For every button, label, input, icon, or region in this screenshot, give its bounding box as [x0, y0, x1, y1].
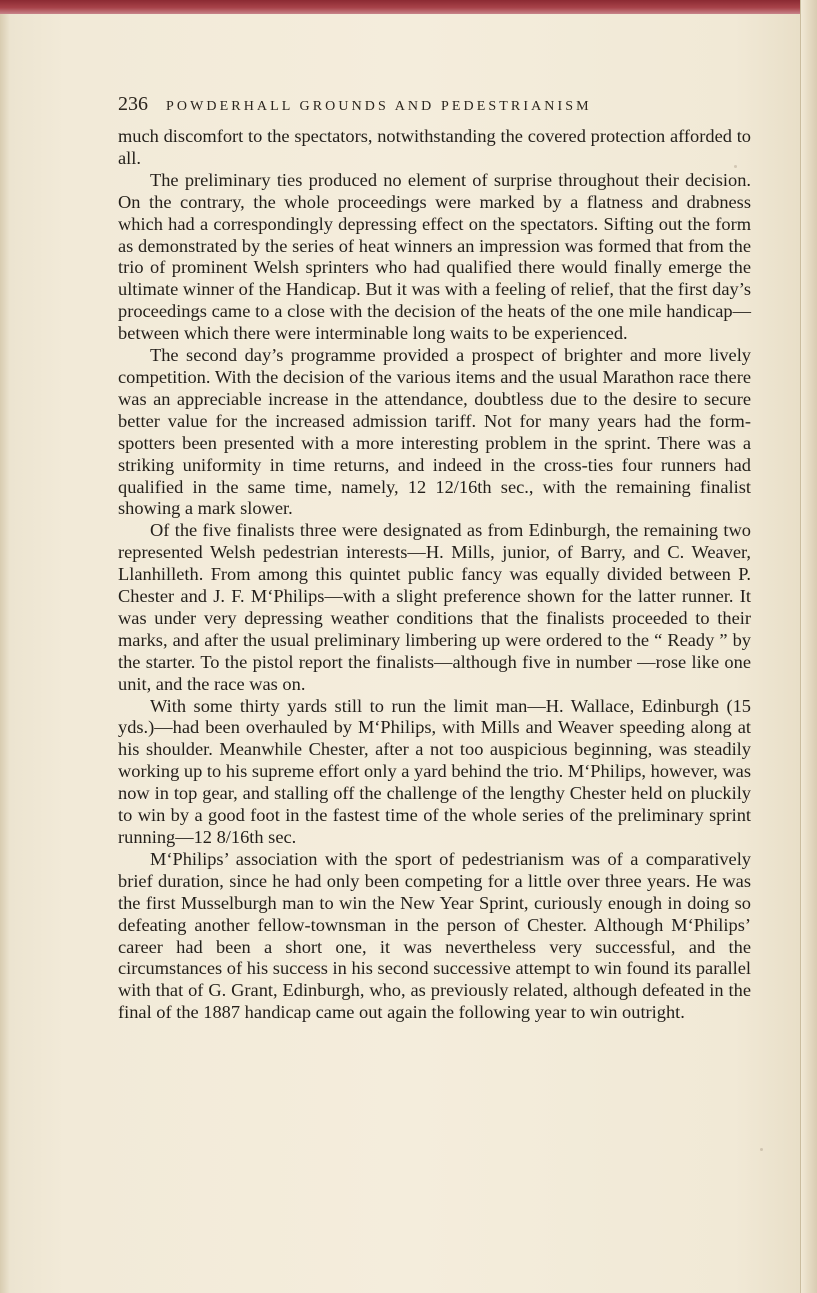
page-number: 236: [118, 93, 148, 115]
cover-edge: [0, 0, 817, 14]
paragraph: Of the five finalists three were designated as from Edinburgh, the remaining two represented Welsh pedestrian interests—H. Mills, junior, of Barry, and C. Weaver, Llanhilleth. From among this quintet public fancy was equally divided between P. Chester and J. F. M‘Philips—with a slight preference shown for the latter runner. It was under very depressing weather conditions that the finalists proceeded to their marks, and after the usual preliminary limbering up were ordered to the “ Ready ” by the starter. To the pistol report the finalists—although five in number —rose like one unit, and the race was on.: [118, 520, 751, 694]
paragraph: With some thirty yards still to run the limit man—H. Wallace, Edinburgh (15 yds.)—had been overhauled by M‘Philips, with Mills and Weaver speeding along at his shoulder. Meanwhile Chester, after a not too auspicious beginning, was steadily working up to his supreme effort only a yard behind the trio. M‘Philips, however, was now in top gear, and stalling off the challenge of the lengthy Chester held on pluckily to win by a good foot in the fastest time of the whole series of the preliminary sprint running—12 8/16th sec.: [118, 695, 751, 847]
page-edge: [800, 0, 817, 1293]
paper-speck: [734, 165, 737, 168]
paragraph: M‘Philips’ association with the sport of pedestrianism was of a comparatively brief duration, since he had only been competing for a little over three years. He was the first Musselburgh man to win the New Year Sprint, curiously enough in doing so defeating another fellow-townsman in the person of Chester. Although M‘Philips’ career had been a short one, it was nevertheless very successful, and the circumstances of his success in his second successive attempt to win found its parallel with that of G. Grant, Edinburgh, who, as previously related, although defeated in the final of the 1887 handicap came out again the following year to win outright.: [118, 848, 751, 1023]
paragraph: much discomfort to the spectators, notwithstanding the covered protection afforded to all.: [118, 126, 751, 168]
running-title: POWDERHALL GROUNDS AND PEDESTRIANISM: [166, 99, 592, 114]
paragraph: The preliminary ties produced no element of surprise throughout their decision. On the contrary, the whole proceedings were marked by a flatness and drabness which had a correspondingly depressing effect on the spectators. Sifting out the form as demonstrated by the series of heat winners an impression was formed that from the trio of prominent Welsh sprinters who had qualified there would finally emerge the ultimate winner of the Handicap. But it was with a feeling of relief, that the first day’s proceedings came to a close with the decision of the heats of the one mile handicap—between which there were interminable long waits to be experienced.: [118, 169, 751, 344]
page-gutter-shadow: [0, 14, 10, 1293]
paragraph: The second day’s programme provided a prospect of brighter and more lively competition. With the decision of the various items and the usual Marathon race there was an appreciable increase in the attendance, doubtless due to the desire to secure better value for the increased admission tariff. Not for many years had the form-spotters been presented with a more interesting problem in the sprint. There was a striking uniformity in time returns, and indeed in the cross-ties four runners had qualified in the same time, namely, 12 12/16th sec., with the remaining finalist showing a mark slower.: [118, 345, 751, 519]
body-text: [118, 126, 751, 1024]
paper-speck: [760, 1148, 763, 1151]
running-header: [118, 93, 758, 117]
